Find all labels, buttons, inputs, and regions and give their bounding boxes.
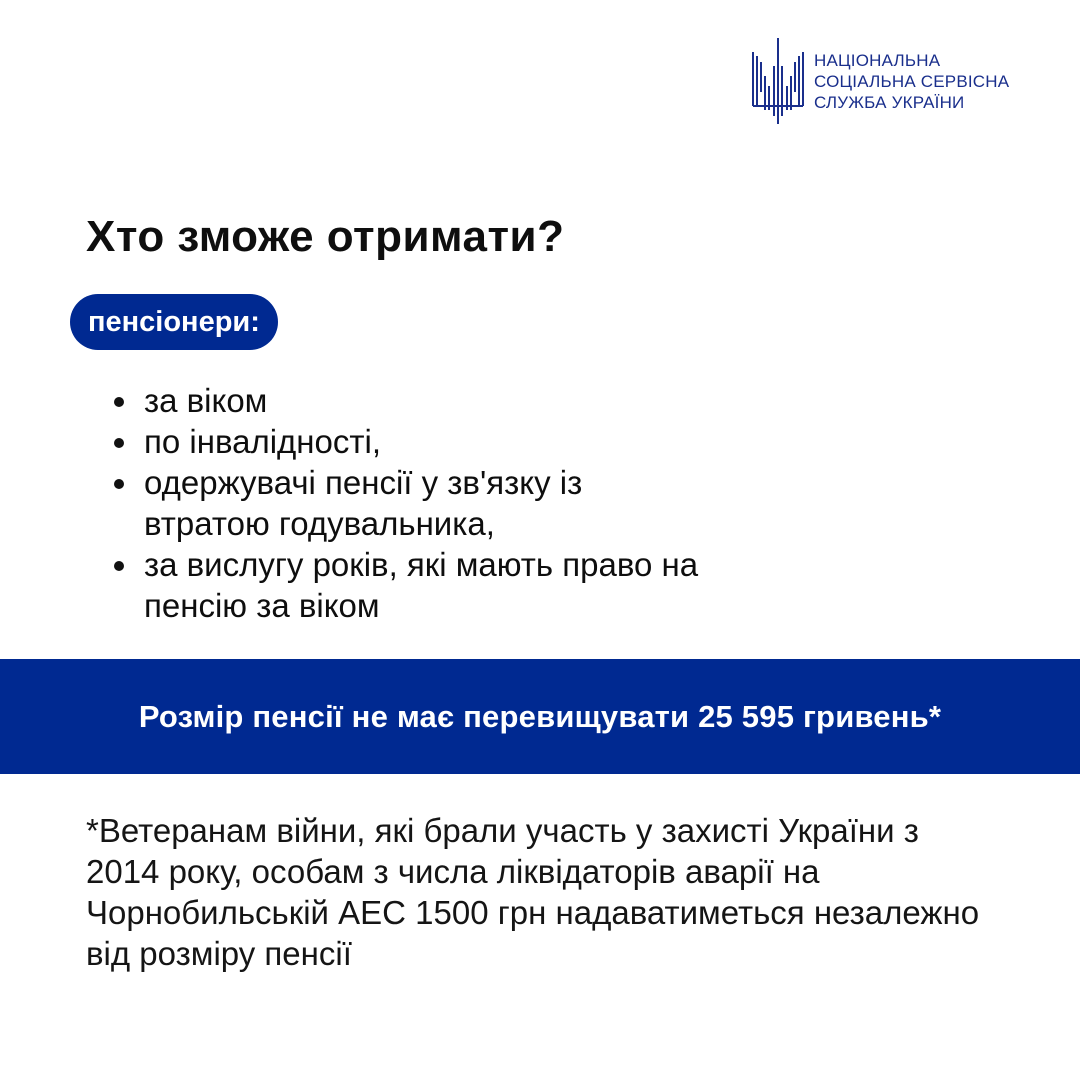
trident-emblem-icon [750, 36, 806, 126]
list-item: за вислугу років, які мають право на пенсію за віком [114, 544, 704, 626]
list-item: одержувачі пенсії у зв'язку із втратою годувальника, [114, 462, 704, 544]
eligible-list [114, 380, 704, 626]
org-name-line: СЛУЖБА УКРАЇНИ [814, 92, 965, 112]
list-item: за віком [114, 380, 704, 421]
page-title: Хто зможе отримати? [86, 212, 565, 261]
organization-name [814, 50, 1009, 113]
footnote: *Ветеранам війни, які брали участь у захисті України з 2014 року, особам з числа ліквідаторів аварії на Чорнобильській АЕС 1500 грн надаватиметься незалежно від розміру пенсії [86, 812, 980, 972]
list-item: по інвалідності, [114, 421, 704, 462]
org-name-line: СОЦІАЛЬНА СЕРВІСНА [814, 71, 1010, 91]
org-name-line: НАЦІОНАЛЬНА [814, 50, 941, 70]
category-badge: пенсіонери: [70, 294, 278, 350]
logo [750, 36, 1009, 126]
pension-limit-banner: Розмір пенсії не має перевищувати 25 595 гривень* [0, 659, 1080, 774]
